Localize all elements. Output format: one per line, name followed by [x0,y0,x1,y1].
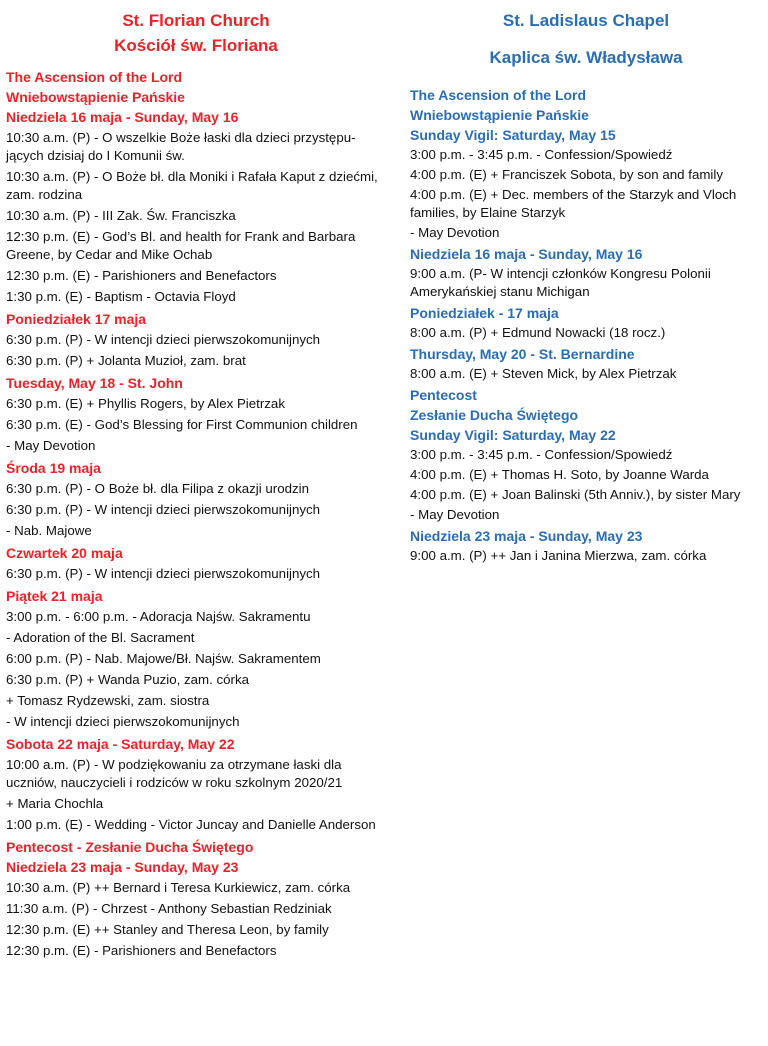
day-heading: Wniebowstąpienie Pańskie [410,107,589,123]
mass-intention-entry: 6:30 p.m. (P) - W intencji dzieci pierwszokomunijnych [6,502,321,517]
left-schedule [6,67,386,960]
right-schedule [410,85,762,565]
mass-intention-entry: - Nab. Majowe [6,523,92,538]
mass-intention-entry: 6:30 p.m. (P) + Wanda Puzio, zam. córka [6,672,250,687]
mass-intention-entry: 6:30 p.m. (P) + Jolanta Muzioł, zam. brat [6,353,246,368]
day-heading: The Ascension of the Lord [6,69,183,85]
day-heading: Sunday Vigil: Saturday, May 15 [410,127,616,143]
mass-intention-entry: - May Devotion [410,225,500,240]
day-heading: Poniedziałek 17 maja [6,311,147,327]
mass-intention-entry: - W intencji dzieci pierwszokomunijnych [6,714,240,729]
mass-intention-entry: 6:30 p.m. (P) - W intencji dzieci pierwszokomunijnych [6,566,321,581]
mass-intention-entry: - May Devotion [410,507,500,522]
mass-intention-entry: 6:30 p.m. (P) - W intencji dzieci pierwszokomunijnych [6,332,321,347]
mass-intention-entry: 12:30 p.m. (E) - God’s Bl. and health for Frank and Barbara Greene, by Cedar and Mike Ochab [6,229,356,262]
day-heading: Niedziela 23 maja - Sunday, May 23 [6,859,239,875]
mass-intention-entry: 12:30 p.m. (E) - Parishioners and Benefactors [6,268,277,283]
st-ladislaus-column [410,0,762,567]
mass-intention-entry: + Tomasz Rydzewski, zam. siostra [6,693,210,708]
mass-intention-entry: + Maria Chochla [6,796,104,811]
day-heading: Pentecost - Zesłanie Ducha Świętego [6,839,254,855]
day-heading: Środa 19 maja [6,460,101,476]
day-heading: The Ascension of the Lord [410,87,587,103]
church-title-pl: Kościół św. Floriana [114,36,278,55]
mass-intention-entry: 6:00 p.m. (P) - Nab. Majowe/Bł. Najśw. Sakramentem [6,651,321,666]
day-heading: Sunday Vigil: Saturday, May 22 [410,427,616,443]
mass-intention-entry: 4:00 p.m. (E) + Thomas H. Soto, by Joanne Warda [410,467,709,482]
day-heading: Zesłanie Ducha Świętego [410,407,579,423]
mass-intention-entry: 4:00 p.m. (E) + Dec. members of the Starzyk and Vloch families, by Elaine Starzyk [410,187,737,220]
day-heading: Niedziela 16 maja - Sunday, May 16 [410,246,643,262]
mass-intention-entry: 8:00 a.m. (P) + Edmund Nowacki (18 rocz.) [410,325,666,340]
mass-intention-entry: 9:00 a.m. (P- W intencji członków Kongresu Polonii Amerykańskiej stanu Michigan [410,266,711,299]
mass-intention-entry: 4:00 p.m. (E) + Franciszek Sobota, by son and family [410,167,723,182]
mass-intention-entry: 6:30 p.m. (E) - God’s Blessing for First Communion children [6,417,358,432]
mass-intention-entry: 3:00 p.m. - 3:45 p.m. - Confession/Spowiedź [410,447,673,462]
mass-intention-entry: 1:00 p.m. (E) - Wedding - Victor Juncay and Danielle Anderson [6,817,376,832]
mass-intention-entry: 10:30 a.m. (P) - O wszelkie Boże łaski dla dzieci przystępu-jących dzisiaj do I Komunii św. [6,130,356,163]
mass-intention-entry: 6:30 p.m. (P) - O Boże bł. dla Filipa z okazji urodzin [6,481,309,496]
day-heading: Thursday, May 20 - St. Bernardine [410,346,635,362]
mass-intention-entry: 12:30 p.m. (E) ++ Stanley and Theresa Leon, by family [6,922,329,937]
day-heading: Tuesday, May 18 - St. John [6,375,183,391]
chapel-title-pl: Kaplica św. Władysława [489,48,683,67]
day-heading: Wniebowstąpienie Pańskie [6,89,185,105]
day-heading: Niedziela 16 maja - Sunday, May 16 [6,109,239,125]
mass-intention-entry: 10:00 a.m. (P) - W podziękowaniu za otrzymane łaski dla uczniów, nauczycieli i rodziców w roku szkolnym 2020/21 [6,757,343,790]
mass-intention-entry: 3:00 p.m. - 3:45 p.m. - Confession/Spowiedź [410,147,673,162]
mass-intention-entry: 6:30 p.m. (E) + Phyllis Rogers, by Alex Pietrzak [6,396,285,411]
mass-intention-entry: 10:30 a.m. (P) - III Zak. Św. Franciszka [6,208,236,223]
day-heading: Poniedziałek - 17 maja [410,305,559,321]
mass-intention-entry: 10:30 a.m. (P) ++ Bernard i Teresa Kurkiewicz, zam. córka [6,880,351,895]
day-heading: Czwartek 20 maja [6,545,123,561]
day-heading: Niedziela 23 maja - Sunday, May 23 [410,528,643,544]
st-florian-column [6,0,386,963]
day-heading: Piątek 21 maja [6,588,103,604]
day-heading: Sobota 22 maja - Saturday, May 22 [6,736,235,752]
mass-intention-entry: - May Devotion [6,438,96,453]
mass-intention-entry: 3:00 p.m. - 6:00 p.m. - Adoracja Najśw. Sakramentu [6,609,311,624]
mass-intention-entry: - Adoration of the Bl. Sacrament [6,630,195,645]
mass-intention-entry: 12:30 p.m. (E) - Parishioners and Benefactors [6,943,277,958]
chapel-title-en: St. Ladislaus Chapel [502,11,670,30]
mass-intention-entry: 11:30 a.m. (P) - Chrzest - Anthony Sebastian Redziniak [6,901,332,916]
church-title-en: St. Florian Church [122,11,270,30]
mass-intention-entry: 1:30 p.m. (E) - Baptism - Octavia Floyd [6,289,236,304]
mass-intention-entry: 10:30 a.m. (P) - O Boże bł. dla Moniki i Rafała Kaput z dziećmi, zam. rodzina [6,169,378,202]
mass-intention-entry: 8:00 a.m. (E) + Steven Mick, by Alex Pietrzak [410,366,677,381]
day-heading: Pentecost [410,387,477,403]
mass-intention-entry: 4:00 p.m. (E) + Joan Balinski (5th Anniv.), by sister Mary [410,487,741,502]
mass-intention-entry: 9:00 a.m. (P) ++ Jan i Janina Mierzwa, zam. córka [410,548,707,563]
